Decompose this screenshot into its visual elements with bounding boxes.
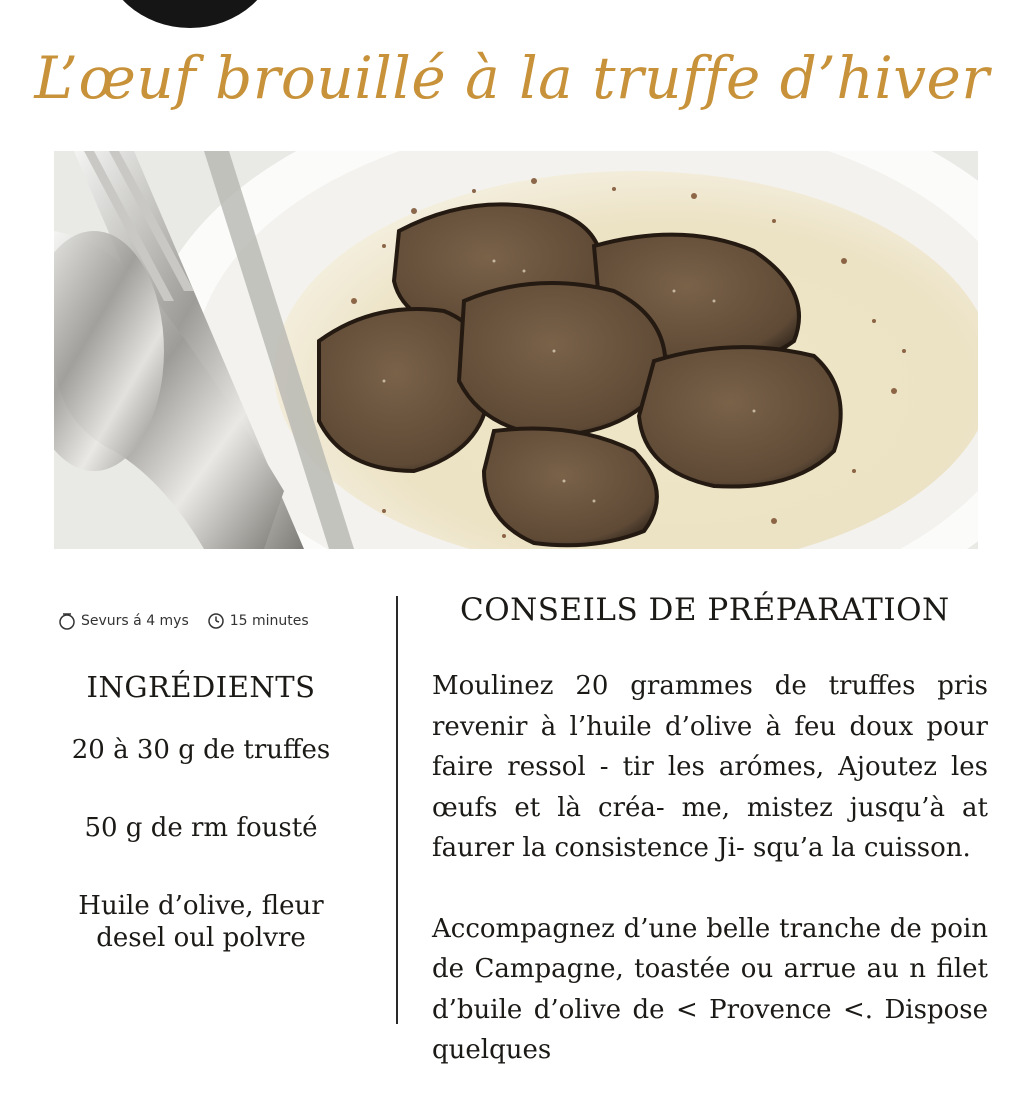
time-meta [207, 612, 309, 630]
preparation-section [432, 592, 988, 1111]
ingredients-heading: INGRÉDIENTS [86, 670, 316, 704]
servings-icon [58, 612, 76, 630]
dish-photo [54, 151, 978, 549]
time-text: 15 minutes [229, 613, 309, 629]
recipe-meta [58, 612, 309, 630]
logo-circle [102, 0, 278, 28]
servings-text: Sevurs á 4 mys [81, 613, 189, 629]
column-divider [396, 596, 398, 1024]
clock-icon [207, 612, 225, 630]
ingredient-item: 20 à 30 g de truffes [71, 735, 331, 765]
preparation-paragraph: Moulinez 20 grammes de truffes pris revenir à l’huile d’olive à feu doux pour faire ressol - tir les arómes, Ajoutez les œufs et là créa- me, mistez jusqu’à at faurer la consistence Ji- squ’a la cuisson. [432, 671, 988, 863]
ingredients-section [40, 670, 362, 1000]
preparation-paragraph: Accompagnez d’une belle tranche de poin de Campagne, toastée ou arrue au n filet d’buile d’olive de < Provence <. Dispose quelques [432, 913, 988, 1065]
servings-meta [58, 612, 189, 630]
ingredient-item: Huile d’olive, fleur desel oul polvre [78, 891, 324, 953]
preparation-heading: CONSEILS DE PRÉPARATION [460, 592, 950, 628]
recipe-title: L’œuf brouillé à la truffe d’hiver [34, 44, 990, 112]
ingredient-item: 50 g de rm fousté [84, 813, 318, 843]
